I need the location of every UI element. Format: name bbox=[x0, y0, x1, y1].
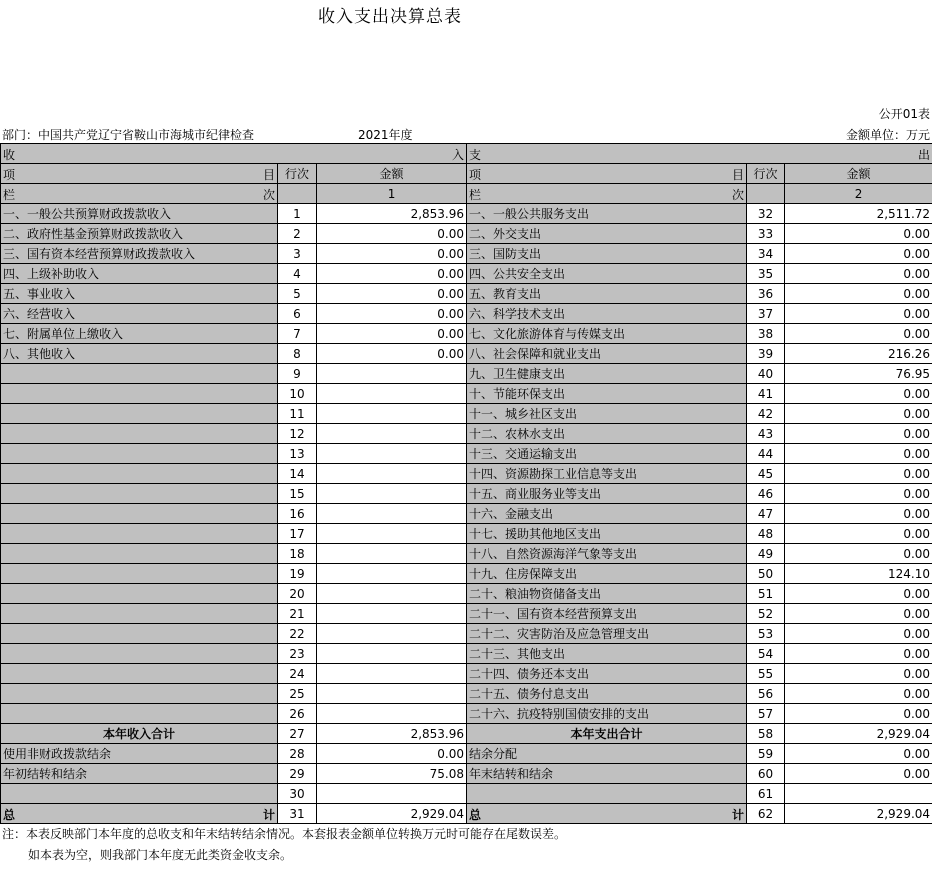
income-row-number: 3 bbox=[278, 244, 317, 264]
income-col-number: 1 bbox=[317, 184, 467, 204]
income-item-cell bbox=[1, 464, 278, 484]
income-row-number: 7 bbox=[278, 324, 317, 344]
expense-row-number: 56 bbox=[747, 684, 785, 704]
income-row-number: 24 bbox=[278, 664, 317, 684]
expense-col-number: 2 bbox=[785, 184, 932, 204]
expense-col-blank bbox=[747, 184, 785, 204]
income-item-cell bbox=[1, 444, 278, 464]
expense-amount: 2,929.04 bbox=[785, 724, 932, 744]
expense-row-number: 37 bbox=[747, 304, 785, 324]
expense-row-number: 50 bbox=[747, 564, 785, 584]
income-item-cell bbox=[1, 484, 278, 504]
expense-amount: 0.00 bbox=[785, 304, 932, 324]
table-row bbox=[1, 284, 932, 304]
expense-amount: 0.00 bbox=[785, 444, 932, 464]
income-amount bbox=[317, 384, 467, 404]
income-row-number: 27 bbox=[278, 724, 317, 744]
expense-item-cell: 二十四、债务还本支出 bbox=[467, 664, 747, 684]
income-amount bbox=[317, 484, 467, 504]
income-item-cell bbox=[1, 784, 278, 804]
table-row bbox=[1, 724, 932, 744]
expense-item-cell: 二十五、债务付息支出 bbox=[467, 684, 747, 704]
expense-item-header: 项 目 bbox=[467, 164, 747, 184]
income-row-number: 28 bbox=[278, 744, 317, 764]
expense-item-cell: 七、文化旅游体育与传媒支出 bbox=[467, 324, 747, 344]
expense-row-number: 49 bbox=[747, 544, 785, 564]
income-total-amount: 2,929.04 bbox=[317, 804, 467, 824]
expense-amount: 0.00 bbox=[785, 684, 932, 704]
expense-item-cell: 二十六、抗疫特别国债安排的支出 bbox=[467, 704, 747, 724]
income-amount bbox=[317, 464, 467, 484]
footnote-1: 注：本表反映部门本年度的总收支和年末结转结余情况。本套报表金额单位转换万元时可能存在尾数误差。 bbox=[2, 827, 567, 841]
table-row bbox=[1, 444, 932, 464]
expense-total-row-number: 62 bbox=[747, 804, 785, 824]
expense-item-cell: 二十一、国有资本经营预算支出 bbox=[467, 604, 747, 624]
expense-item-cell: 十四、资源勘探工业信息等支出 bbox=[467, 464, 747, 484]
expense-row-number: 43 bbox=[747, 424, 785, 444]
expense-total-label: 总 计 bbox=[467, 804, 747, 824]
income-section-header: 收 入 bbox=[1, 144, 467, 164]
expense-row-number: 52 bbox=[747, 604, 785, 624]
expense-row-number: 58 bbox=[747, 724, 785, 744]
income-total-row-number: 31 bbox=[278, 804, 317, 824]
expense-row-number: 41 bbox=[747, 384, 785, 404]
income-amount: 0.00 bbox=[317, 304, 467, 324]
income-amount: 0.00 bbox=[317, 264, 467, 284]
income-amount bbox=[317, 704, 467, 724]
income-amount-header: 金额 bbox=[317, 164, 467, 184]
expense-item-cell bbox=[467, 784, 747, 804]
expense-amount: 0.00 bbox=[785, 464, 932, 484]
expense-item-cell: 年末结转和结余 bbox=[467, 764, 747, 784]
income-amount bbox=[317, 784, 467, 804]
expense-item-cell: 十一、城乡社区支出 bbox=[467, 404, 747, 424]
table-row bbox=[1, 224, 932, 244]
income-item-cell bbox=[1, 504, 278, 524]
expense-item-cell: 八、社会保障和就业支出 bbox=[467, 344, 747, 364]
income-row-number: 8 bbox=[278, 344, 317, 364]
income-row-number: 16 bbox=[278, 504, 317, 524]
income-item-cell: 本年收入合计 bbox=[1, 724, 278, 744]
expense-row-number: 42 bbox=[747, 404, 785, 424]
expense-item-cell: 四、公共安全支出 bbox=[467, 264, 747, 284]
expense-rowno-header: 行次 bbox=[747, 164, 785, 184]
income-row-number: 17 bbox=[278, 524, 317, 544]
income-amount bbox=[317, 604, 467, 624]
income-amount bbox=[317, 544, 467, 564]
income-item-cell: 使用非财政拨款结余 bbox=[1, 744, 278, 764]
expense-row-number: 48 bbox=[747, 524, 785, 544]
expense-item-cell: 三、国防支出 bbox=[467, 244, 747, 264]
table-row bbox=[1, 744, 932, 764]
income-row-number: 15 bbox=[278, 484, 317, 504]
expense-col-label: 栏 次 bbox=[467, 184, 747, 204]
income-row-number: 2 bbox=[278, 224, 317, 244]
expense-total-amount: 2,929.04 bbox=[785, 804, 932, 824]
header-row-columns bbox=[1, 164, 932, 184]
expense-amount: 0.00 bbox=[785, 484, 932, 504]
fiscal-year: 2021年度 bbox=[358, 128, 413, 142]
income-item-cell: 五、事业收入 bbox=[1, 284, 278, 304]
table-row bbox=[1, 704, 932, 724]
expense-amount: 0.00 bbox=[785, 604, 932, 624]
expense-item-cell: 本年支出合计 bbox=[467, 724, 747, 744]
income-row-number: 21 bbox=[278, 604, 317, 624]
expense-amount: 0.00 bbox=[785, 644, 932, 664]
expense-amount: 0.00 bbox=[785, 404, 932, 424]
table-row bbox=[1, 404, 932, 424]
expense-item-cell: 十三、交通运输支出 bbox=[467, 444, 747, 464]
expense-item-cell: 十六、金融支出 bbox=[467, 504, 747, 524]
expense-item-cell: 十九、住房保障支出 bbox=[467, 564, 747, 584]
table-row bbox=[1, 684, 932, 704]
income-item-cell bbox=[1, 364, 278, 384]
income-col-blank bbox=[278, 184, 317, 204]
income-amount: 0.00 bbox=[317, 344, 467, 364]
income-amount: 2,853.96 bbox=[317, 204, 467, 224]
expense-amount: 0.00 bbox=[785, 744, 932, 764]
income-item-cell bbox=[1, 384, 278, 404]
expense-item-cell: 十八、自然资源海洋气象等支出 bbox=[467, 544, 747, 564]
expense-amount bbox=[785, 784, 932, 804]
footnote-2: 如本表为空，则我部门本年度无此类资金收支余。 bbox=[28, 848, 293, 862]
expense-row-number: 61 bbox=[747, 784, 785, 804]
income-row-number: 12 bbox=[278, 424, 317, 444]
income-row-number: 13 bbox=[278, 444, 317, 464]
expense-amount: 0.00 bbox=[785, 224, 932, 244]
income-amount: 0.00 bbox=[317, 744, 467, 764]
table-row bbox=[1, 524, 932, 544]
expense-row-number: 36 bbox=[747, 284, 785, 304]
income-item-cell bbox=[1, 684, 278, 704]
expense-item-cell: 结余分配 bbox=[467, 744, 747, 764]
table-row bbox=[1, 244, 932, 264]
income-item-header: 项 目 bbox=[1, 164, 278, 184]
income-item-cell bbox=[1, 664, 278, 684]
income-item-cell: 八、其他收入 bbox=[1, 344, 278, 364]
income-amount: 0.00 bbox=[317, 284, 467, 304]
income-item-cell bbox=[1, 704, 278, 724]
expense-item-cell: 十二、农林水支出 bbox=[467, 424, 747, 444]
expense-row-number: 45 bbox=[747, 464, 785, 484]
table-row bbox=[1, 344, 932, 364]
income-amount bbox=[317, 564, 467, 584]
expense-row-number: 35 bbox=[747, 264, 785, 284]
expense-row-number: 40 bbox=[747, 364, 785, 384]
expense-amount: 0.00 bbox=[785, 544, 932, 564]
income-item-cell bbox=[1, 584, 278, 604]
table-row bbox=[1, 624, 932, 644]
table-row bbox=[1, 424, 932, 444]
expense-row-number: 55 bbox=[747, 664, 785, 684]
expense-item-cell: 九、卫生健康支出 bbox=[467, 364, 747, 384]
expense-item-cell: 二十、粮油物资储备支出 bbox=[467, 584, 747, 604]
header-row-section bbox=[1, 144, 932, 164]
amount-unit: 金额单位：万元 bbox=[845, 128, 930, 142]
income-item-cell: 四、上级补助收入 bbox=[1, 264, 278, 284]
expense-item-cell: 一、一般公共服务支出 bbox=[467, 204, 747, 224]
expense-amount: 124.10 bbox=[785, 564, 932, 584]
header-row-colno bbox=[1, 184, 932, 204]
expense-amount: 0.00 bbox=[785, 584, 932, 604]
income-amount bbox=[317, 684, 467, 704]
table-row bbox=[1, 764, 932, 784]
expense-section-header: 支 出 bbox=[467, 144, 932, 164]
expense-amount: 0.00 bbox=[785, 324, 932, 344]
table-row bbox=[1, 364, 932, 384]
income-item-cell bbox=[1, 624, 278, 644]
table-row bbox=[1, 204, 932, 224]
income-amount bbox=[317, 664, 467, 684]
expense-amount: 0.00 bbox=[785, 264, 932, 284]
income-row-number: 29 bbox=[278, 764, 317, 784]
expense-row-number: 57 bbox=[747, 704, 785, 724]
income-rowno-header: 行次 bbox=[278, 164, 317, 184]
income-row-number: 19 bbox=[278, 564, 317, 584]
income-row-number: 25 bbox=[278, 684, 317, 704]
income-row-number: 11 bbox=[278, 404, 317, 424]
expense-row-number: 38 bbox=[747, 324, 785, 344]
income-amount: 0.00 bbox=[317, 224, 467, 244]
income-amount bbox=[317, 444, 467, 464]
income-item-cell: 六、经营收入 bbox=[1, 304, 278, 324]
income-row-number: 30 bbox=[278, 784, 317, 804]
income-item-cell bbox=[1, 564, 278, 584]
department-label: 部门：中国共产党辽宁省鞍山市海城市纪律检查 bbox=[2, 128, 255, 142]
table-row bbox=[1, 304, 932, 324]
income-row-number: 10 bbox=[278, 384, 317, 404]
income-amount bbox=[317, 364, 467, 384]
expense-row-number: 33 bbox=[747, 224, 785, 244]
income-row-number: 23 bbox=[278, 644, 317, 664]
expense-row-number: 39 bbox=[747, 344, 785, 364]
expense-amount-header: 金额 bbox=[785, 164, 932, 184]
expense-amount: 2,511.72 bbox=[785, 204, 932, 224]
income-amount bbox=[317, 584, 467, 604]
income-row-number: 18 bbox=[278, 544, 317, 564]
table-row bbox=[1, 264, 932, 284]
expense-row-number: 46 bbox=[747, 484, 785, 504]
income-item-cell: 二、政府性基金预算财政拨款收入 bbox=[1, 224, 278, 244]
income-amount bbox=[317, 524, 467, 544]
expense-row-number: 53 bbox=[747, 624, 785, 644]
table-row bbox=[1, 384, 932, 404]
expense-amount: 0.00 bbox=[785, 424, 932, 444]
income-row-number: 5 bbox=[278, 284, 317, 304]
income-item-cell: 七、附属单位上缴收入 bbox=[1, 324, 278, 344]
expense-amount: 0.00 bbox=[785, 664, 932, 684]
table-row bbox=[1, 784, 932, 804]
expense-amount: 216.26 bbox=[785, 344, 932, 364]
income-item-cell bbox=[1, 524, 278, 544]
expense-item-cell: 五、教育支出 bbox=[467, 284, 747, 304]
income-item-cell: 三、国有资本经营预算财政拨款收入 bbox=[1, 244, 278, 264]
total-row bbox=[1, 804, 932, 824]
income-amount bbox=[317, 424, 467, 444]
table-row bbox=[1, 464, 932, 484]
income-amount bbox=[317, 644, 467, 664]
expense-amount: 0.00 bbox=[785, 624, 932, 644]
expense-item-cell: 十五、商业服务业等支出 bbox=[467, 484, 747, 504]
expense-amount: 0.00 bbox=[785, 244, 932, 264]
expense-item-cell: 十七、援助其他地区支出 bbox=[467, 524, 747, 544]
table-row bbox=[1, 504, 932, 524]
expense-row-number: 54 bbox=[747, 644, 785, 664]
income-item-cell bbox=[1, 644, 278, 664]
expense-row-number: 60 bbox=[747, 764, 785, 784]
budget-summary-table bbox=[0, 143, 932, 824]
income-col-label: 栏 次 bbox=[1, 184, 278, 204]
table-row bbox=[1, 324, 932, 344]
income-amount: 2,853.96 bbox=[317, 724, 467, 744]
form-number: 公开01表 bbox=[878, 107, 930, 121]
table-row bbox=[1, 564, 932, 584]
income-item-cell bbox=[1, 544, 278, 564]
income-row-number: 22 bbox=[278, 624, 317, 644]
expense-item-cell: 六、科学技术支出 bbox=[467, 304, 747, 324]
income-amount: 75.08 bbox=[317, 764, 467, 784]
income-row-number: 26 bbox=[278, 704, 317, 724]
table-row bbox=[1, 584, 932, 604]
table-row bbox=[1, 664, 932, 684]
table-row bbox=[1, 644, 932, 664]
expense-row-number: 51 bbox=[747, 584, 785, 604]
income-amount: 0.00 bbox=[317, 324, 467, 344]
expense-row-number: 32 bbox=[747, 204, 785, 224]
table-row bbox=[1, 544, 932, 564]
expense-row-number: 47 bbox=[747, 504, 785, 524]
expense-item-cell: 二、外交支出 bbox=[467, 224, 747, 244]
expense-row-number: 44 bbox=[747, 444, 785, 464]
income-amount bbox=[317, 404, 467, 424]
expense-item-cell: 二十二、灾害防治及应急管理支出 bbox=[467, 624, 747, 644]
expense-item-cell: 十、节能环保支出 bbox=[467, 384, 747, 404]
report-title: 收入支出决算总表 bbox=[318, 7, 462, 27]
income-row-number: 4 bbox=[278, 264, 317, 284]
expense-amount: 0.00 bbox=[785, 284, 932, 304]
income-item-cell: 年初结转和结余 bbox=[1, 764, 278, 784]
income-item-cell bbox=[1, 404, 278, 424]
income-amount bbox=[317, 504, 467, 524]
table-row bbox=[1, 604, 932, 624]
expense-amount: 0.00 bbox=[785, 524, 932, 544]
expense-amount: 76.95 bbox=[785, 364, 932, 384]
income-amount bbox=[317, 624, 467, 644]
income-row-number: 9 bbox=[278, 364, 317, 384]
table-row bbox=[1, 484, 932, 504]
expense-row-number: 34 bbox=[747, 244, 785, 264]
expense-item-cell: 二十三、其他支出 bbox=[467, 644, 747, 664]
income-row-number: 14 bbox=[278, 464, 317, 484]
expense-amount: 0.00 bbox=[785, 704, 932, 724]
income-total-label: 总 计 bbox=[1, 804, 278, 824]
income-item-cell: 一、一般公共预算财政拨款收入 bbox=[1, 204, 278, 224]
income-row-number: 6 bbox=[278, 304, 317, 324]
expense-amount: 0.00 bbox=[785, 384, 932, 404]
income-item-cell bbox=[1, 424, 278, 444]
expense-row-number: 59 bbox=[747, 744, 785, 764]
expense-amount: 0.00 bbox=[785, 504, 932, 524]
expense-amount: 0.00 bbox=[785, 764, 932, 784]
income-row-number: 20 bbox=[278, 584, 317, 604]
income-item-cell bbox=[1, 604, 278, 624]
income-amount: 0.00 bbox=[317, 244, 467, 264]
income-row-number: 1 bbox=[278, 204, 317, 224]
